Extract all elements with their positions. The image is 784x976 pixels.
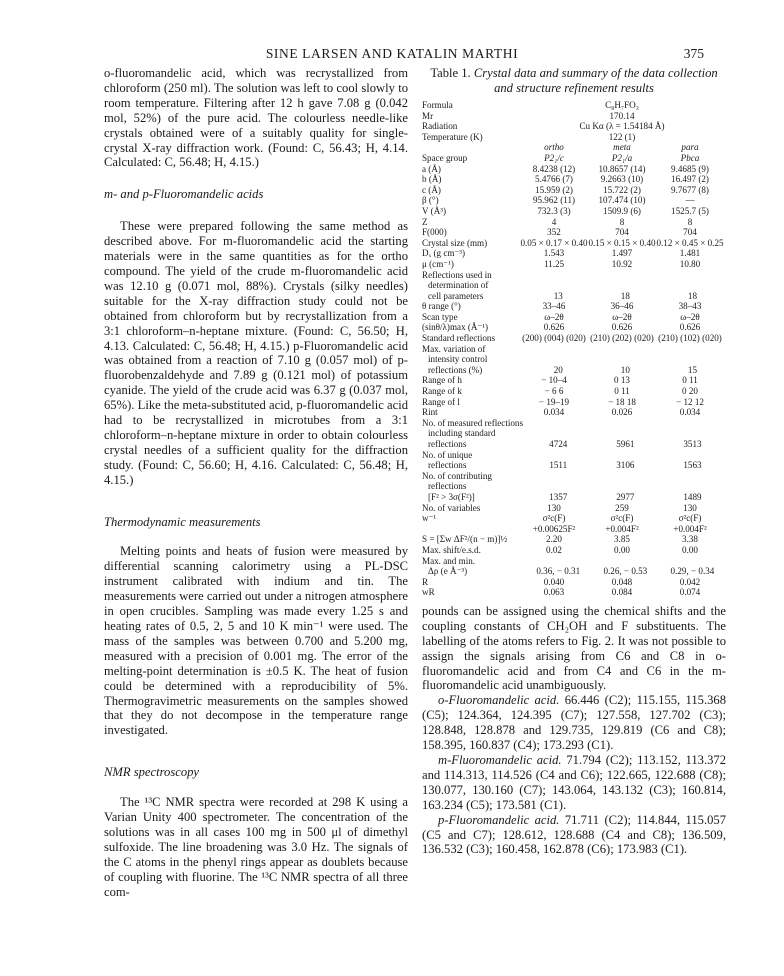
row-label: Max. variation of — [422, 343, 486, 354]
table-row — [422, 460, 726, 471]
row-value: 8 — [619, 216, 625, 227]
row-label: Radiation — [422, 121, 458, 132]
row-label: S = [Σw ΔF²/(n − m)]½ — [422, 534, 508, 545]
row-value — [588, 471, 656, 482]
nmr-para — [422, 813, 726, 858]
nmr-ortho-name: o-Fluoromandelic acid. — [438, 693, 560, 708]
row-value — [525, 354, 592, 365]
row-value: 0.063 — [543, 587, 565, 598]
row-value: 704 — [683, 227, 697, 238]
row-value: − 10–4 — [541, 375, 567, 386]
row-value — [656, 418, 724, 429]
row-value: 0 13 — [614, 375, 630, 386]
row-value — [525, 280, 592, 291]
row-value: 0.626 — [543, 322, 565, 333]
table-row — [422, 291, 726, 302]
row-value: 1511 — [549, 460, 568, 471]
row-value: para — [681, 142, 699, 153]
row-label: Range of h — [422, 375, 462, 386]
row-value: +0.004F² — [673, 523, 707, 534]
paragraph-nmr: The ¹³C NMR spectra were recorded at 298 K using a Varian Unity 400 spectrometer. The concentration of the solutions was in all cases 100 mg in 500 μl of dimethyl sulfoxide. The line broadening was 3.0 Hz. The signals of the C atoms in the phenyl rings appear as doublets because of coupling with fluorine. The ¹³C NMR spectra of all three com- — [104, 795, 408, 899]
table-caption-prefix: Table 1. — [430, 66, 471, 80]
row-label: w⁻¹ — [422, 513, 437, 524]
row-value: P2₁/a — [611, 152, 633, 163]
row-value: 2977 — [616, 491, 635, 502]
table-row — [422, 556, 726, 567]
row-value: 9.7677 (8) — [671, 184, 709, 195]
row-value: 4724 — [549, 439, 568, 449]
table-row — [422, 418, 726, 429]
row-label: including standard — [428, 428, 496, 439]
row-value: 3.85 — [614, 534, 630, 545]
row-value: 8.4238 (12) — [532, 163, 576, 174]
row-value: 0.034 — [543, 407, 565, 418]
table-row — [422, 534, 726, 545]
row-label: determination of — [428, 280, 489, 291]
row-value: 95.962 (11) — [532, 195, 576, 206]
row-value: 732.3 (3) — [537, 205, 571, 216]
row-value: 10 — [620, 364, 630, 375]
row-label: c (Å) — [422, 184, 441, 195]
row-label: a (Å) — [422, 163, 441, 174]
table-row — [422, 503, 726, 514]
paragraph-assignment: pounds can be assigned using the chemical shifts and the coupling constants of CH₂OH and F substituents. The labelling of the atoms refers to Fig. 2. It was not possible to assign the signals arising from C6 and C8 in o-fluoromandelic acid and from C4 and C6 in the m-fluoromandelic acid unambiguously. — [422, 603, 726, 693]
row-label: θ range (°) — [422, 301, 461, 312]
nmr-ortho-data: 66.446 (C2); 115.155, 115.368 (C5); 124.364, 124.395 (C7); 127.558, 127.702 (C3); 128.848, 128.878 and 129.735, 129.819 (C6 and C8); 158.395, 160.837 (C4); 173.293 (C1). — [422, 693, 726, 753]
row-value: 0.36, − 0.31 — [536, 566, 581, 577]
row-label: Range of l — [422, 396, 460, 407]
table-row — [422, 577, 726, 588]
row-value — [520, 450, 588, 461]
row-label: No. of unique — [422, 449, 473, 460]
running-header: SINE LARSEN AND KATALIN MARTHI — [265, 46, 519, 61]
table-row — [422, 280, 726, 291]
row-label: F(000) — [422, 227, 447, 238]
row-value: 0.626 — [611, 322, 633, 333]
row-value: Pbca — [680, 152, 700, 163]
row-label: V (Å³) — [422, 205, 447, 216]
table-row — [422, 206, 726, 217]
row-value — [520, 471, 588, 482]
row-label: Dₓ (g cm⁻³) — [422, 248, 465, 259]
table-row — [422, 471, 726, 482]
row-label: reflections (%) — [428, 364, 483, 375]
row-label: reflections — [428, 439, 467, 449]
row-value: 9.4685 (9) — [671, 163, 709, 174]
row-value: 0.12 × 0.45 × 0.25 — [656, 237, 724, 248]
row-value: Cu Kα (λ = 1.54184 Å) — [579, 121, 665, 132]
crystal-data-table — [422, 100, 726, 598]
row-value: 1.497 — [611, 248, 633, 259]
row-value: 0.074 — [679, 587, 701, 598]
nmr-results — [422, 604, 726, 857]
row-value: − 6 6 — [544, 386, 564, 397]
table-row — [422, 375, 726, 386]
table-row — [422, 587, 726, 598]
row-value — [656, 270, 724, 281]
table-row — [422, 227, 726, 238]
row-value: (200) (004) (020) — [522, 333, 586, 344]
table-row — [422, 492, 726, 503]
row-label: wR — [422, 587, 435, 598]
row-label: Mr — [422, 110, 434, 121]
row-value — [520, 344, 588, 355]
nmr-para-name: p-Fluoromandelic acid. — [438, 812, 560, 827]
table-row — [422, 481, 726, 492]
row-label: Range of k — [422, 386, 462, 397]
row-value: 0 20 — [682, 386, 698, 397]
table-row — [422, 386, 726, 397]
row-value: 20 — [553, 364, 563, 375]
row-value: 10.92 — [611, 258, 633, 269]
row-label: No. of contributing — [422, 470, 492, 481]
table-row — [422, 354, 726, 365]
row-value: 9.2663 (10) — [600, 174, 644, 185]
row-label: cell parameters — [428, 290, 484, 301]
nmr-meta-name: m-Fluoromandelic acid. — [438, 752, 562, 767]
row-value: 130 — [683, 502, 697, 513]
row-label: Z — [422, 216, 428, 227]
row-value — [588, 418, 656, 429]
row-value: 704 — [615, 227, 629, 238]
row-label: Max. and min. — [422, 555, 476, 566]
row-value: − 19–19 — [538, 396, 570, 407]
table-row — [422, 217, 726, 228]
row-value: 15.722 (2) — [603, 184, 641, 195]
table-row — [422, 270, 726, 281]
table-row — [422, 322, 726, 333]
row-value: 0.626 — [679, 322, 701, 333]
row-value — [656, 344, 724, 355]
row-label: Temperature (K) — [422, 131, 483, 142]
table-row — [422, 195, 726, 206]
row-value: C₈H₇FO₃ — [605, 100, 639, 110]
row-value — [588, 270, 656, 281]
row-value: σ²c(F) — [610, 513, 634, 524]
row-value: 5.4766 (7) — [535, 174, 573, 185]
row-value — [592, 354, 659, 365]
row-value: 36–46 — [610, 301, 634, 312]
table-row — [422, 344, 726, 355]
paragraph-thermodynamic: Melting points and heats of fusion were measured by differential scanning calorimetry using a PL-DSC instrument calibrated with indium and tin. The measurements were carried out under a nitrogen atmosphere in open crucibles. Sampling was made every 1.25 s and heating rates of 0.5, 2, 5 and 10 K min⁻¹ were used. The mass of the samples was between 0.700 and 5.200 mg, measured with a precision of 0.001 mg. The error of the melting-point determination is ±0.5 K. The heat of fusion could be determined with a reproducibility of 5%. Thermogravimetric measurements on the samples showed that they do not decompose in the temperature range investigated. — [104, 544, 408, 738]
row-value: 0.048 — [611, 576, 633, 587]
row-value: 130 — [547, 502, 561, 513]
row-label: No. of variables — [422, 502, 481, 513]
row-value — [592, 428, 659, 439]
row-value: 3.38 — [682, 534, 698, 545]
row-value — [659, 280, 726, 291]
row-value: 352 — [547, 227, 561, 238]
row-label: R — [422, 576, 429, 587]
row-value: meta — [613, 142, 631, 153]
table-row — [422, 121, 726, 132]
row-value: − 12 12 — [676, 396, 704, 407]
table-row — [422, 100, 726, 111]
row-value: 0.00 — [682, 544, 698, 555]
row-value: 15.959 (2) — [535, 184, 573, 195]
row-value — [588, 556, 656, 567]
row-value: P2₁/c — [544, 152, 564, 163]
row-value — [520, 556, 588, 567]
table-row — [422, 407, 726, 418]
row-value: +0.004F² — [605, 523, 639, 534]
table-row — [422, 439, 726, 450]
row-value: 1563 — [683, 460, 702, 471]
row-label: Crystal size (mm) — [422, 237, 488, 248]
row-label: (sinθ/λ)max (Å⁻¹) — [422, 322, 489, 333]
row-value: 10.80 — [679, 258, 701, 269]
row-value: 1489 — [683, 491, 702, 502]
table-row — [422, 301, 726, 312]
row-value: 1509.9 (6) — [603, 205, 641, 216]
row-label: Rint — [422, 407, 438, 418]
row-value: 5961 — [616, 439, 635, 449]
table-row — [422, 312, 726, 323]
table-row — [422, 428, 726, 439]
row-value: 18 — [620, 290, 630, 301]
row-value: 0.00 — [614, 544, 630, 555]
row-value: 11.25 — [543, 258, 565, 269]
row-label: Scan type — [422, 311, 458, 322]
row-value: +0.00625F² — [532, 523, 576, 534]
row-value: 1.481 — [679, 248, 701, 259]
row-value: — — [685, 195, 695, 206]
row-value — [656, 450, 724, 461]
row-value: 0.034 — [679, 407, 701, 418]
table-row — [422, 142, 726, 153]
row-value: 3513 — [683, 439, 702, 449]
row-label: Max. shift/e.s.d. — [422, 544, 481, 555]
table-row — [422, 248, 726, 259]
table-row — [422, 164, 726, 175]
right-column — [422, 66, 726, 857]
table-caption-text: Crystal data and summary of the data collection and structure refinement results — [473, 66, 718, 95]
table-row — [422, 259, 726, 270]
row-label: Standard reflections — [422, 333, 495, 344]
row-value — [588, 450, 656, 461]
row-value: 0 11 — [682, 375, 698, 386]
row-label: reflections — [428, 460, 467, 471]
table-row — [422, 185, 726, 196]
row-label: b (Å) — [422, 174, 442, 185]
row-label — [422, 142, 520, 153]
paragraph-meta-para-synthesis: These were prepared following the same method as described above. For m-fluoromandelic acid the starting materials were in the same quantities as for the ortho compound. The yield of the crude m-fluoromandelic acid was 12.10 g (0.071 mol, 88%). Crystals (silky needles) suitable for the X-ray diffraction study could not be obtained from chloroform but by recrystallization from a 3:1 chloroform–n-heptane mixture. (Found: C, 56.50; H, 4.13. Calculated: C, 56.48; H, 4.15.) p-Fluoromandelic acid was obtained from a reaction of 7.10 g (0.057 mol) of p-fluorobenzaldehyde and 7.89 g (0.121 mol) of potassium cyanide. The yield of the crude acid was 6.37 g (0.037 mol, 65%). Like the meta-substituted acid, p-fluoromandelic acid had to be recrystallized in microtubes from a 3:1 chloroform–n-heptane mixture in order to obtain colourless crystal needles of a sufficient quality for the diffraction study. (Found: C, 56.60; H, 4.16. Calculated: C, 56.48; H, 4.15.) — [104, 219, 408, 487]
row-value — [520, 270, 588, 281]
heading-thermodynamic: Thermodynamic measurements — [104, 514, 261, 529]
row-value: 38–43 — [678, 301, 702, 312]
row-value: 0 11 — [614, 386, 630, 397]
row-value: 0.040 — [543, 576, 565, 587]
row-value: 16.497 (2) — [671, 174, 709, 185]
table-row — [422, 513, 726, 524]
table-row — [422, 450, 726, 461]
table-row — [422, 238, 726, 249]
row-label: No. of measured reflections — [422, 417, 524, 428]
row-value: σ²c(F) — [678, 513, 702, 524]
row-value — [525, 428, 592, 439]
row-value: 0.29, − 0.34 — [670, 566, 715, 577]
row-value: 15 — [687, 364, 697, 375]
row-value: 8 — [687, 216, 693, 227]
row-value: 18 — [687, 290, 697, 301]
table-row — [422, 365, 726, 376]
row-label — [422, 524, 520, 535]
row-value: 122 (1) — [608, 131, 636, 142]
row-value: 0.084 — [611, 587, 633, 598]
row-value: 1.543 — [543, 248, 565, 259]
row-label: μ (cm⁻¹) — [422, 258, 454, 269]
row-value — [588, 344, 656, 355]
row-value — [659, 354, 726, 365]
nmr-meta — [422, 753, 726, 813]
row-value: ω–2θ — [680, 311, 700, 322]
row-label: β (°) — [422, 195, 439, 206]
table-row — [422, 174, 726, 185]
row-value: 0.042 — [679, 576, 701, 587]
row-label: Formula — [422, 100, 453, 110]
row-value: 0.26, − 0.53 — [603, 566, 648, 577]
row-value: 3106 — [616, 460, 635, 471]
table-row — [422, 132, 726, 143]
row-label: Space group — [422, 152, 468, 163]
nmr-ortho — [422, 693, 726, 753]
table-row — [422, 111, 726, 122]
nmr-para-data: 71.711 (C2); 114.844, 115.057 (C5 and C7); 128.612, 128.688 (C4 and C8); 136.509, 136.532 (C3); 160.458, 162.878 (C6); 173.983 (C1). — [422, 812, 726, 857]
row-value: σ²c(F) — [542, 513, 566, 524]
row-value — [656, 556, 724, 567]
row-value: ortho — [544, 142, 564, 153]
row-value — [592, 481, 659, 492]
table-row — [422, 397, 726, 408]
row-value: (210) (202) (020) — [590, 333, 654, 344]
row-value — [659, 428, 726, 439]
row-label: reflections — [428, 481, 467, 492]
row-value: ω–2θ — [612, 311, 632, 322]
heading-nmr: NMR spectroscopy — [104, 765, 200, 780]
paragraph-ortho-synthesis: o-fluoromandelic acid, which was recrystallized from chloroform (250 ml). The solution was left to cool slowly to room temperature. Filtering after 12 h gave 7.08 g (0.042 mol, 52%) of the pure acid. The colourless needle-like crystals obtained were of a suitably quality for single-crystal X-ray diffraction work. (Found: C, 56.43; H, 4.14. Calculated: C, 56.48; H, 4.15.) — [104, 66, 408, 170]
nmr-meta-data: 71.794 (C2); 113.152, 113.372 and 114.313, 114.526 (C4 and C6); 122.665, 122.688 (C8); 130.077, 130.160 (C7); 143.064, 143.132 (C3); 160.814, 163.234 (C5); 173.581 (C1). — [422, 752, 726, 812]
left-column — [104, 66, 408, 900]
row-value: 0.05 × 0.17 × 0.40 — [520, 237, 588, 248]
table-row — [422, 566, 726, 577]
row-value — [659, 481, 726, 492]
row-value — [656, 471, 724, 482]
row-label: intensity control — [428, 354, 488, 365]
row-value: 1357 — [549, 491, 568, 502]
row-value: ω–2θ — [544, 311, 564, 322]
row-value: 0.026 — [611, 407, 633, 418]
row-label: Δρ (e Å⁻³) — [428, 566, 468, 577]
table-row — [422, 153, 726, 164]
row-value: 0.15 × 0.15 × 0.40 — [588, 237, 656, 248]
page-number: 375 — [683, 46, 704, 61]
table-row — [422, 333, 726, 344]
row-value: (210) (102) (020) — [658, 333, 722, 344]
row-value: 1525.7 (5) — [671, 205, 709, 216]
row-label: [F² > 3σ(F²)] — [428, 491, 475, 502]
table-caption — [422, 66, 726, 95]
row-value: 0.02 — [546, 544, 562, 555]
table-row — [422, 545, 726, 556]
row-value: 2.20 — [546, 534, 562, 545]
row-value — [520, 418, 588, 429]
row-value: 33–46 — [542, 301, 566, 312]
row-value: − 18 18 — [608, 396, 636, 407]
row-value — [592, 280, 659, 291]
row-label: Reflections used in — [422, 269, 492, 280]
heading-meta-para-acids: m- and p-Fluoromandelic acids — [104, 187, 264, 202]
row-value: 107.474 (10) — [598, 195, 646, 206]
row-value: 10.8657 (14) — [598, 163, 646, 174]
row-value: 170.14 — [609, 110, 635, 121]
table-row — [422, 524, 726, 535]
row-value: 13 — [553, 290, 563, 301]
row-value: 259 — [615, 502, 629, 513]
row-value — [525, 481, 592, 492]
row-value: 4 — [551, 216, 557, 227]
